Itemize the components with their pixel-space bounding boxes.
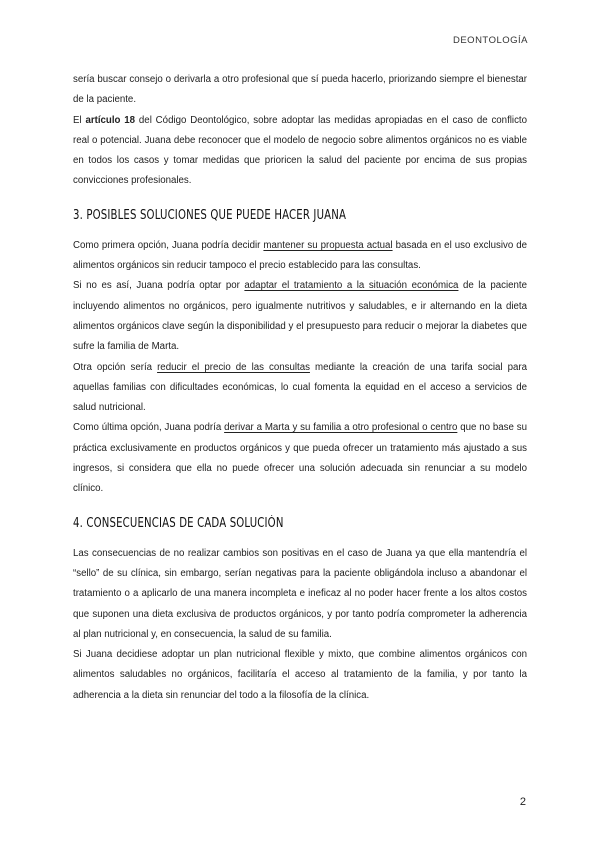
option-emphasis: reducir el precio de las consultas [157, 361, 310, 373]
paragraph [73, 276, 527, 357]
option-emphasis: adaptar el tratamiento a la situación económica [244, 280, 459, 292]
paragraph-text: del Código Deontológico, sobre adoptar las medidas apropiadas en el caso de conflicto real o potencial. Juana debe reconocer que el modelo de negocio sobre alimentos orgánicos no es viable en todos los casos y tomar medidas que prioricen la salud del paciente por encima de sus propias convicciones profesionales. [73, 114, 527, 187]
running-header: DEONTOLOGÍA [452, 35, 528, 46]
option-emphasis: derivar a Marta y su familia a otro profesional o centro [224, 422, 458, 434]
paragraph: Las consecuencias de no realizar cambios son positivas en el caso de Juana ya que ella mantendría el “sello” de su clínica, sin embargo, serían negativas para la paciente obligándola incluso a abandonar el tratamiento o a aplicarlo de una manera incompleta e ineficaz al no poder hacer frente a los altos costos que suponen una dieta exclusiva de productos orgánicos, y por tanto podría comprometer la adherencia al plan nutricional y, en consecuencia, la salud de su familia. [73, 547, 527, 640]
paragraph-text: Como primera opción, Juana podría decidir [73, 239, 264, 251]
paragraph-text: que no base su práctica exclusivamente en productos orgánicos y que pueda ofrecer un tratamiento más ajustado a sus ingresos, si considera que ella no puede ofrecer una solución adecuada sin renunciar a su modelo clínico. [73, 422, 527, 495]
paragraph-text: de la paciente incluyendo alimentos no orgánicos, pero igualmente nutritivos y saludables, e ir alternando en la dieta alimentos orgánicos clave según la disponibilidad y el presupuesto para reducir o mejorar la diabetes que sufre la familia de Marta. [73, 280, 527, 353]
article-reference: artículo 18 [85, 114, 136, 126]
paragraph: sería buscar consejo o derivarla a otro profesional que sí pueda hacerlo, priorizando siempre el bienestar de la paciente. [73, 74, 527, 106]
option-emphasis: mantener su propuesta actual [263, 239, 393, 251]
paragraph [73, 236, 527, 277]
paragraph-text: mediante la creación de una tarifa social para aquellas familias con dificultades económicas, lo cual fomenta la equidad en el acceso a servicios de salud nutricional. [73, 361, 527, 414]
paragraph [73, 358, 527, 419]
paragraph-text: basada en el uso exclusivo de alimentos orgánicos sin reducir tampoco el precio establecido para las consultas. [73, 239, 528, 272]
paragraph-text: El [73, 114, 86, 126]
paragraph-text: Otra opción sería [73, 361, 158, 373]
paragraph-text: Si no es así, Juana podría optar por [73, 280, 245, 292]
paragraph: Si Juana decidiese adoptar un plan nutricional flexible y mixto, que combine alimentos orgánicos con alimentos saludables no orgánicos, facilitaría el acceso al tratamiento de la familia, y por tanto la adherencia a la dieta sin renunciar del todo a la filosofía de la clínica. [73, 649, 527, 701]
paragraph-text: Como última opción, Juana podría [73, 422, 225, 434]
document-body [73, 70, 527, 706]
paragraph [73, 111, 527, 192]
section-heading: 3. POSIBLES SOLUCIONES QUE PUEDE HACER JUANA [73, 207, 347, 223]
section-heading: 4. CONSECUENCIAS DE CADA SOLUCIÓN [73, 515, 284, 531]
page-number: 2 [519, 796, 526, 808]
paragraph [73, 418, 527, 499]
